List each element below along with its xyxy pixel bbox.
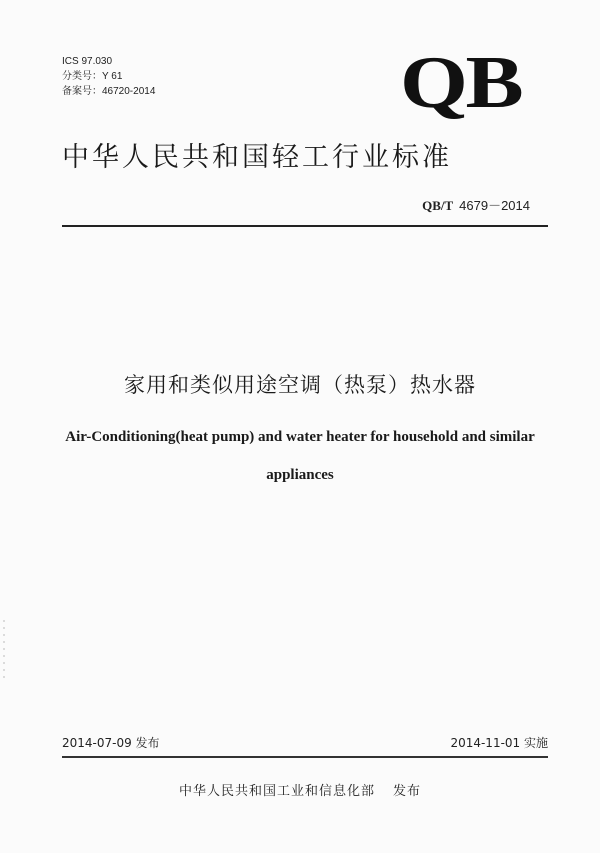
document-title-en	[40, 418, 560, 494]
standard-code	[422, 195, 530, 214]
publisher-action: 发布	[393, 784, 422, 799]
standard-code-number: 4679－2014	[459, 198, 530, 213]
qb-logo: QB	[400, 42, 522, 124]
document-title-cn: 家用和类似用途空调（热泵）热水器	[124, 373, 476, 397]
filing-number: 备案号：46720-2014	[62, 86, 156, 97]
publisher-name: 中华人民共和国工业和信息化部	[178, 784, 375, 799]
title-en-line-2: appliances	[266, 467, 334, 483]
standard-code-prefix: QB/T	[422, 198, 454, 213]
implementation-date: 2014-11-01 实施	[450, 736, 548, 750]
metadata-block	[62, 54, 155, 99]
title-en-line-1: Air-Conditioning(heat pump) and water heater for household and similar	[65, 429, 535, 445]
issue-date: 2014-07-09 发布	[62, 736, 160, 750]
standard-category-title: 中华人民共和国轻工行业标准	[62, 142, 452, 173]
publisher-line	[0, 780, 600, 799]
scan-artifact	[3, 620, 5, 680]
classification-code: 分类号：Y 61	[62, 71, 123, 82]
footer-divider	[62, 756, 548, 758]
ics-code: ICS 97.030	[62, 56, 113, 67]
header-divider	[62, 225, 548, 227]
